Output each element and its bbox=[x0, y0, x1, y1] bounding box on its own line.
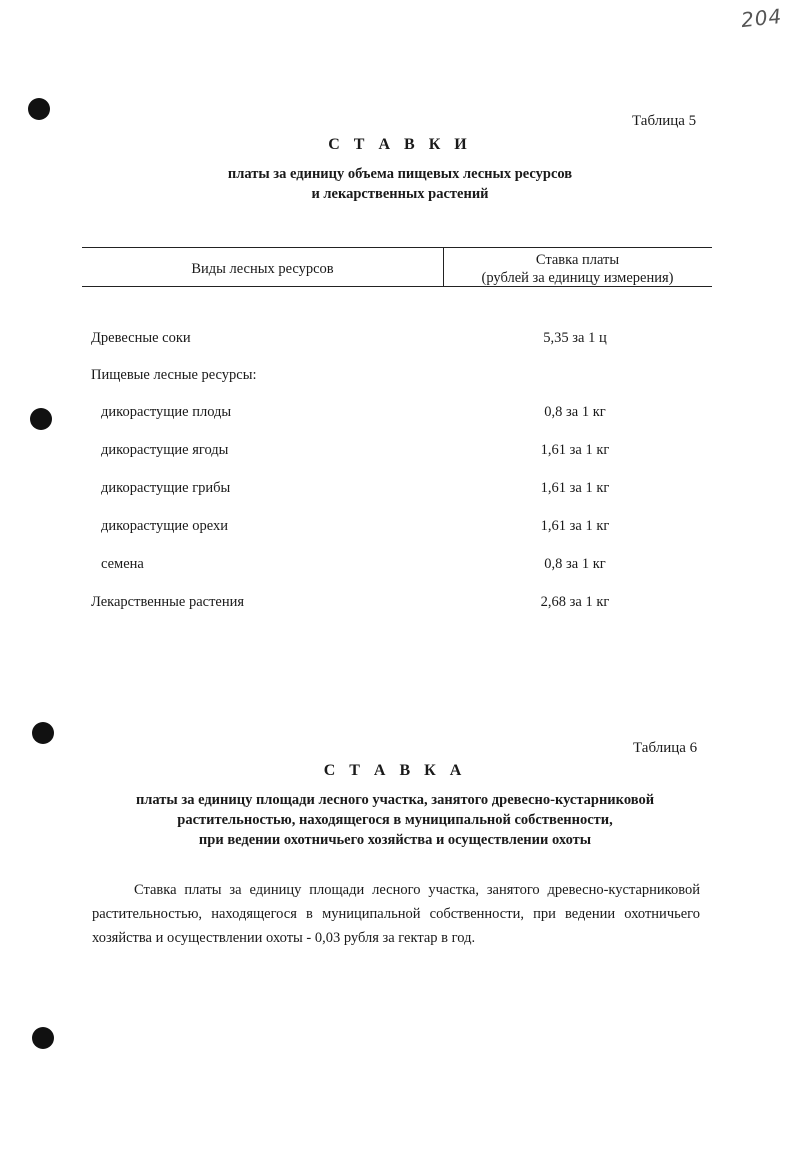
table5-label: Таблица 5 bbox=[632, 113, 697, 129]
table5-header-top-rule bbox=[82, 247, 712, 248]
table6-subtitle-line2: растительностью, находящегося в муниципальной собственности, bbox=[177, 812, 613, 828]
resource-rate: 1,61 за 1 кг bbox=[540, 518, 610, 534]
table5-title: С Т А В К И bbox=[328, 136, 472, 153]
table5-header-col2-line2: (рублей за единицу измерения) bbox=[481, 270, 674, 286]
table6-subtitle-line1: платы за единицу площади лесного участка, занятого древесно-кустарниковой bbox=[135, 792, 655, 808]
resource-name: дикорастущие ягоды bbox=[101, 442, 229, 458]
table-row bbox=[0, 556, 800, 578]
table5-subtitle-line1: платы за единицу объема пищевых лесных ресурсов bbox=[227, 166, 573, 182]
punch-hole bbox=[32, 1027, 54, 1049]
table6-label: Таблица 6 bbox=[633, 740, 698, 756]
resource-name: дикорастущие грибы bbox=[101, 480, 231, 496]
resource-rate: 1,61 за 1 кг bbox=[540, 442, 610, 458]
resource-rate: 2,68 за 1 кг bbox=[540, 594, 610, 610]
resource-name: Древесные соки bbox=[91, 330, 191, 346]
resource-rate: 5,35 за 1 ц bbox=[543, 330, 607, 346]
table6-paragraph: Ставка платы за единицу площади лесного участка, занятого древесно-кустарниковой растительностью, находящегося в муниципальной собственности, при ведении охотничьего хозяйства и осуществлении охоты - 0,03 рубля за гектар в год. bbox=[92, 882, 700, 946]
table5-header-col2-line1: Ставка платы bbox=[535, 252, 620, 268]
resource-rate: 0,8 за 1 кг bbox=[544, 556, 606, 572]
punch-hole bbox=[28, 98, 50, 120]
table-row bbox=[0, 594, 800, 616]
table-row bbox=[0, 330, 800, 352]
table-row bbox=[0, 367, 800, 389]
table-row bbox=[0, 518, 800, 540]
resource-name: дикорастущие орехи bbox=[101, 518, 228, 534]
table-row bbox=[0, 480, 800, 502]
resource-rate: 1,61 за 1 кг bbox=[540, 480, 610, 496]
punch-hole bbox=[32, 722, 54, 744]
table-row bbox=[0, 442, 800, 464]
resource-name: Лекарственные растения bbox=[91, 594, 245, 610]
table6-subtitle-line3: при ведении охотничьего хозяйства и осуществлении охоты bbox=[198, 832, 592, 848]
resource-name: Пищевые лесные ресурсы: bbox=[91, 367, 257, 383]
resource-name: семена bbox=[101, 556, 144, 572]
resource-rate: 0,8 за 1 кг bbox=[544, 404, 606, 420]
page-number: 204 bbox=[739, 3, 784, 33]
resource-name: дикорастущие плоды bbox=[101, 404, 232, 420]
table5-subtitle-line2: и лекарственных растений bbox=[311, 186, 489, 202]
table5-header-col1: Виды лесных ресурсов bbox=[191, 261, 334, 277]
table6-title: С Т А В К А bbox=[323, 762, 467, 779]
table-row bbox=[0, 404, 800, 426]
